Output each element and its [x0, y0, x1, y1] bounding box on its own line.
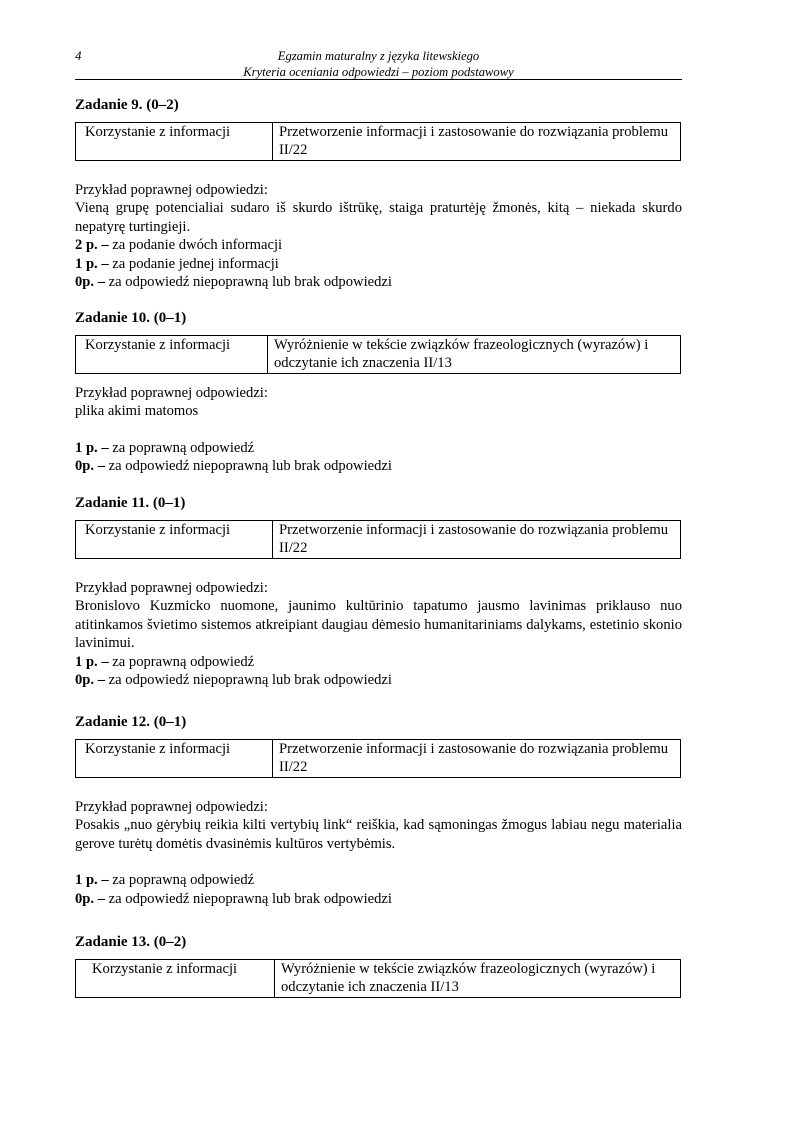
header-title [75, 48, 682, 80]
criteria-table [75, 335, 681, 374]
example-label: Przykład poprawnej odpowiedzi: [75, 182, 268, 198]
score-points: 1 p. – [75, 653, 109, 670]
task-9 [75, 96, 682, 291]
criterion-cell: Korzystanie z informacji [76, 740, 273, 778]
score-points: 0p. – [75, 458, 106, 475]
criteria-table [75, 520, 681, 559]
task-title: Zadanie 11. (0–1) [75, 495, 186, 511]
score-line [75, 890, 682, 908]
header-title-line-2: Kryteria oceniania odpowiedzi – poziom podstawowy [243, 65, 514, 79]
score-line [75, 653, 682, 671]
score-description: za odpowiedź niepoprawną lub brak odpowiedzi [105, 274, 392, 291]
example-label: Przykład poprawnej odpowiedzi: [75, 799, 268, 815]
score-line [75, 255, 682, 273]
score-line [75, 236, 682, 254]
task-title: Zadanie 13. (0–2) [75, 934, 187, 950]
header-title-line-1: Egzamin maturalny z języka litewskiego [277, 49, 480, 63]
score-points: 0p. – [75, 890, 106, 907]
score-description: za odpowiedź niepoprawną lub brak odpowiedzi [105, 672, 392, 689]
requirement-cell: Przetworzenie informacji i zastosowanie do rozwiązania problemu II/22 [273, 123, 681, 161]
task-10 [75, 309, 682, 476]
criterion-cell: Korzystanie z informacji [76, 960, 275, 998]
task-title: Zadanie 12. (0–1) [75, 714, 187, 730]
requirement-cell: Przetworzenie informacji i zastosowanie do rozwiązania problemu II/22 [273, 740, 681, 778]
score-points: 1 p. – [75, 255, 109, 272]
task-title: Zadanie 9. (0–2) [75, 97, 179, 113]
score-line [75, 457, 682, 475]
score-line [75, 439, 682, 457]
example-label: Przykład poprawnej odpowiedzi: [75, 385, 268, 401]
example-answer: plika akimi matomos [75, 403, 199, 420]
criteria-table [75, 122, 681, 161]
requirement-cell: Wyróżnienie w tekście związków frazeologicznych (wyrazów) i odczytanie ich znaczenia II/13 [268, 336, 681, 374]
task-12 [75, 713, 682, 908]
page-number: 4 [75, 48, 82, 63]
page-header [75, 46, 682, 80]
score-description: za podanie dwóch informacji [108, 237, 283, 254]
score-points: 2 p. – [75, 237, 109, 254]
score-line [75, 871, 682, 889]
requirement-cell: Wyróżnienie w tekście związków frazeologicznych (wyrazów) i odczytanie ich znaczenia II/13 [275, 960, 681, 998]
criterion-cell: Korzystanie z informacji [76, 123, 273, 161]
example-label: Przykład poprawnej odpowiedzi: [75, 580, 268, 596]
criteria-table [75, 739, 681, 778]
criteria-table [75, 959, 681, 998]
requirement-cell: Przetworzenie informacji i zastosowanie do rozwiązania problemu II/22 [273, 521, 681, 559]
score-points: 0p. – [75, 274, 106, 291]
criterion-cell: Korzystanie z informacji [76, 521, 273, 559]
score-description: za podanie jednej informacji [108, 255, 279, 272]
score-line [75, 273, 682, 291]
score-description: za poprawną odpowiedź [108, 872, 255, 889]
task-title: Zadanie 10. (0–1) [75, 310, 187, 326]
example-answer: Vieną grupę potencialiai sudaro iš skurdo ištrūkę, staiga praturtėję žmonės, kitą – niekada skurdo nepatyrę turtingieji. [75, 200, 682, 235]
criterion-cell: Korzystanie z informacji [76, 336, 268, 374]
score-description: za poprawną odpowiedź [108, 439, 255, 456]
example-answer: Bronislovo Kuzmicko nuomone, jaunimo kultūrinio tapatumo jausmo lavinimas priklauso nuo atitinkamos švietimo sistemos atkreipiant daugiau dėmesio humanitariniams dalykams, estetinio skonio lavinimui. [75, 598, 682, 652]
example-answer: Posakis „nuo gėrybių reikia kilti vertybių link“ reiškia, kad sąmoningas žmogus labiau negu materialia gerove turėtų domėtis dvasinėmis kultūros vertybėmis. [75, 817, 682, 852]
score-line [75, 671, 682, 689]
score-points: 0p. – [75, 672, 106, 689]
score-points: 1 p. – [75, 872, 109, 889]
score-description: za poprawną odpowiedź [108, 653, 255, 670]
score-description: za odpowiedź niepoprawną lub brak odpowiedzi [105, 458, 392, 475]
score-points: 1 p. – [75, 439, 109, 456]
task-11 [75, 494, 682, 689]
task-13 [75, 933, 682, 998]
score-description: za odpowiedź niepoprawną lub brak odpowiedzi [105, 890, 392, 907]
